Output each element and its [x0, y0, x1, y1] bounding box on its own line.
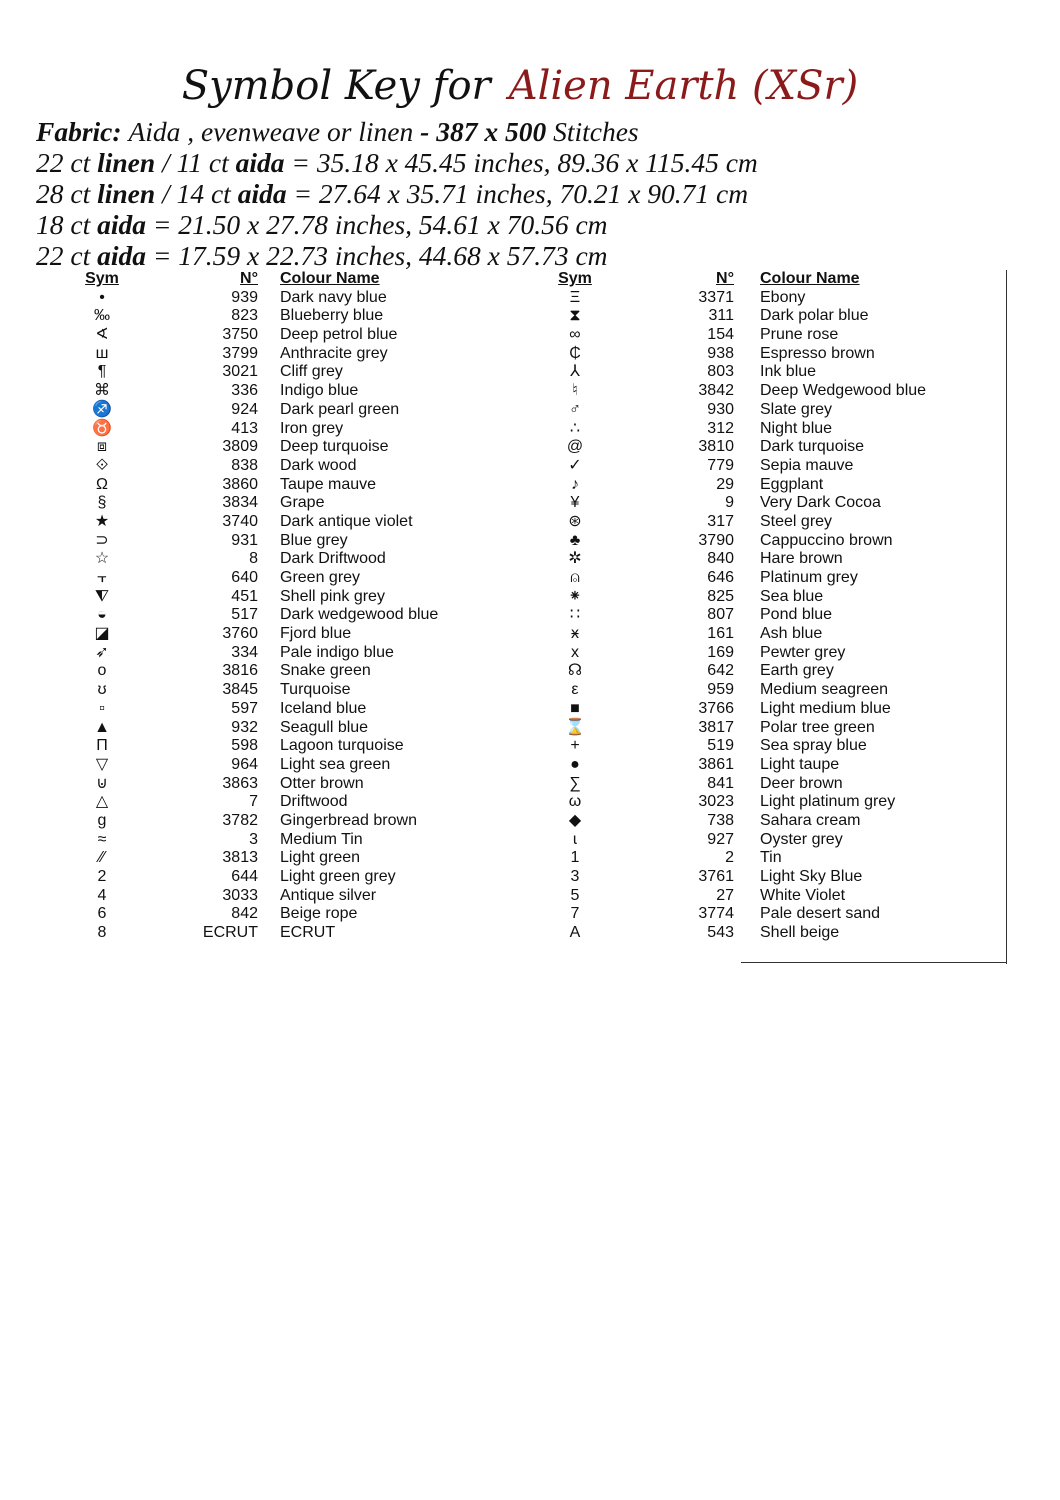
symbol: ✓	[568, 456, 582, 474]
colour-name: Light platinum grey	[760, 793, 896, 811]
fabric-text: / 11 ct	[155, 147, 236, 178]
symbol: ⟐	[95, 456, 109, 474]
symbol: ♪	[571, 475, 579, 493]
colour-name: Shell beige	[760, 924, 840, 942]
thread-number: 311	[708, 307, 734, 325]
thread-number: 3761	[698, 868, 734, 885]
thread-number: 3845	[222, 681, 258, 699]
fabric-line	[36, 147, 1036, 178]
fabric-text: Stitches	[546, 116, 639, 147]
thread-number: 640	[231, 569, 258, 586]
colour-name: Deer brown	[760, 774, 843, 792]
symbol: ▲	[94, 718, 110, 736]
thread-number: 3842	[698, 382, 734, 400]
thread-number: 3	[249, 830, 258, 848]
colour-name: Seagull blue	[280, 718, 369, 736]
colour-name: Steel grey	[760, 512, 833, 530]
fabric-text: aida	[97, 209, 146, 240]
colour-name: Grape	[280, 494, 325, 512]
symbol: ◆	[568, 811, 582, 829]
thread-number: ECRUT	[202, 924, 258, 942]
thread-number: 8	[249, 550, 258, 568]
symbol: ▽	[95, 755, 109, 773]
thread-number: 451	[231, 587, 258, 605]
thread-number: 3782	[222, 811, 258, 829]
thread-number: 336	[231, 382, 258, 400]
thread-number: 543	[707, 924, 734, 942]
thread-number: 644	[231, 868, 258, 885]
thread-number: 779	[707, 456, 734, 474]
symbol: ⌛	[565, 718, 585, 736]
symbol: ∢	[95, 326, 109, 344]
colour-name: Lagoon turquoise	[280, 737, 404, 755]
fabric-text: 28 ct	[36, 178, 98, 209]
colour-name: Blue grey	[280, 531, 348, 549]
colour-name: Pond blue	[760, 606, 833, 624]
thread-number: 3790	[698, 531, 734, 549]
header-num: N°	[240, 270, 258, 287]
symbol: 4	[97, 886, 107, 904]
thread-number: 3371	[698, 288, 734, 306]
header-name: Colour Name	[760, 270, 860, 287]
header-sym: Sym	[85, 270, 119, 287]
colour-name: Light taupe	[760, 755, 840, 773]
symbol: •	[99, 288, 105, 306]
symbol: 8	[97, 924, 107, 942]
colour-name: Sepia mauve	[760, 456, 854, 474]
colour-name: Dark navy blue	[280, 288, 387, 306]
fabric-text: aida	[97, 240, 146, 271]
colour-name: Otter brown	[280, 774, 364, 792]
thread-number: 938	[707, 344, 734, 362]
fabric-text: 18 ct	[36, 209, 98, 240]
symbol: ■	[570, 699, 580, 717]
colour-name: Dark antique violet	[280, 512, 413, 530]
thread-number: 597	[231, 699, 258, 717]
symbol: △	[95, 793, 109, 811]
thread-number: 7	[249, 793, 258, 811]
symbol: ∞	[569, 326, 581, 344]
thread-number: 3810	[698, 438, 734, 456]
colour-name: Snake green	[280, 662, 371, 680]
fabric-text: 22 ct	[36, 240, 98, 271]
symbol: ⁕	[568, 587, 582, 605]
symbol: ♉	[92, 419, 112, 437]
symbol: ⅄	[570, 363, 580, 381]
colour-name: Cliff grey	[280, 363, 343, 381]
thread-number: 154	[707, 326, 734, 344]
colour-name: Driftwood	[280, 793, 348, 811]
symbol: ⁄⁄	[99, 849, 105, 867]
colour-name: Gingerbread brown	[280, 811, 417, 829]
symbol: ⊃	[95, 531, 109, 549]
thread-number: 312	[707, 419, 734, 437]
symbol: +	[570, 737, 580, 755]
colour-name: Cappuccino brown	[760, 531, 893, 549]
symbol: ¥	[570, 494, 580, 512]
thread-number: 840	[707, 550, 734, 568]
colour-name: Pale desert sand	[760, 905, 881, 923]
thread-number: 807	[707, 606, 734, 624]
symbol: 7	[570, 905, 580, 923]
colour-name: Deep Wedgewood blue	[760, 382, 927, 400]
colour-name: Eggplant	[760, 475, 824, 493]
colour-name: Blueberry blue	[280, 307, 384, 325]
table-border-bottom	[741, 962, 1007, 963]
thread-number: 3750	[222, 326, 258, 344]
fabric-text: - 387 x 500	[420, 116, 547, 147]
colour-name: Medium seagreen	[760, 681, 889, 699]
fabric-line	[36, 116, 1036, 147]
thread-number: 924	[231, 400, 258, 418]
colour-name: Ink blue	[760, 363, 817, 381]
colour-name: Dark wedgewood blue	[280, 606, 439, 624]
symbol: ɩ	[573, 830, 577, 848]
fabric-text: aida	[237, 178, 287, 209]
symbol: ₵	[569, 344, 581, 362]
symbol: @	[566, 438, 584, 456]
colour-name: Polar tree green	[760, 718, 875, 736]
symbol: ⊛	[568, 512, 582, 530]
thread-number: 3816	[222, 662, 258, 680]
thread-number: 598	[231, 737, 258, 755]
thread-number: 2	[725, 849, 734, 867]
symbol: ⧨	[94, 587, 110, 605]
symbol: ★	[94, 512, 110, 530]
symbol: A	[569, 924, 581, 942]
symbol: ε	[571, 681, 579, 699]
colour-name: Beige rope	[280, 905, 358, 923]
symbol: ⌘	[94, 382, 110, 400]
symbol: ¶	[97, 363, 107, 381]
symbol: 5	[570, 886, 580, 904]
thread-number: 3021	[222, 363, 258, 381]
colour-name: Night blue	[760, 419, 833, 437]
thread-number: 931	[231, 531, 258, 549]
fabric-text: linen	[97, 147, 156, 178]
header-name: Colour Name	[280, 270, 380, 287]
colour-name: Shell pink grey	[280, 587, 385, 605]
fabric-text: aida	[235, 147, 285, 178]
fabric-line	[36, 240, 1036, 271]
thread-number: 27	[716, 886, 734, 904]
colour-name: Dark Driftwood	[280, 550, 386, 568]
thread-number: 3809	[222, 438, 258, 456]
thread-number: 413	[231, 419, 258, 437]
symbol: ◒	[97, 606, 107, 624]
thread-number: 29	[716, 475, 734, 493]
thread-number: 930	[707, 400, 734, 418]
fabric-text: 22 ct	[36, 147, 98, 178]
thread-number: 519	[707, 737, 734, 755]
colour-name: Light medium blue	[760, 699, 891, 717]
colour-name: Dark turquoise	[760, 438, 865, 456]
fabric-text: = 27.64 x 35.71 inches, 70.21 x 90.71 cm	[286, 178, 749, 209]
colour-name: Iceland blue	[280, 699, 367, 717]
thread-number: 3760	[222, 625, 258, 643]
fabric-text: = 35.18 x 45.45 inches, 89.36 x 115.45 cm	[284, 147, 758, 178]
colour-name: Ash blue	[760, 625, 823, 643]
symbol: ≈	[97, 830, 107, 848]
thread-number: 841	[707, 774, 734, 792]
colour-name: ECRUT	[280, 924, 336, 942]
symbol: Π	[96, 737, 108, 755]
symbol: ∴	[569, 419, 581, 437]
colour-name: Dark wood	[280, 456, 357, 474]
colour-name: Light sea green	[280, 755, 391, 773]
symbol: ➶	[95, 643, 109, 661]
symbol: ш	[95, 344, 109, 362]
symbol: ӿ	[571, 625, 579, 643]
colour-name: Indigo blue	[280, 382, 359, 400]
colour-name: Iron grey	[280, 419, 344, 437]
colour-name: Antique silver	[280, 886, 377, 904]
thread-number: 642	[707, 662, 734, 680]
thread-number: 3860	[222, 475, 258, 493]
colour-name: Medium Tin	[280, 830, 363, 848]
thread-number: 3766	[698, 699, 734, 717]
symbol: ♂	[569, 400, 581, 418]
page-title	[0, 58, 1040, 114]
thread-number: 838	[231, 456, 258, 474]
thread-number: 3861	[698, 755, 734, 773]
colour-name: Pale indigo blue	[280, 643, 394, 661]
symbol: ⍝	[570, 569, 580, 586]
symbol: ✲	[568, 550, 582, 568]
fabric-text: linen	[97, 178, 156, 209]
thread-number: 3774	[698, 905, 734, 923]
fabric-text: Aida , evenweave or linen	[128, 116, 421, 147]
symbol: g	[97, 811, 107, 829]
thread-number: 3817	[698, 718, 734, 736]
thread-number: 3033	[222, 886, 258, 904]
colour-name: Sahara cream	[760, 811, 861, 829]
colour-name: Sea spray blue	[760, 737, 867, 755]
thread-number: 927	[707, 830, 734, 848]
colour-name: Dark pearl green	[280, 400, 400, 418]
colour-name: Light Sky Blue	[760, 868, 863, 885]
symbol: ♐	[92, 400, 112, 418]
colour-name: Deep turquoise	[280, 438, 389, 456]
colour-name: Very Dark Cocoa	[760, 494, 881, 512]
colour-name: Taupe mauve	[280, 475, 377, 493]
thread-number: 317	[707, 512, 734, 530]
table-border-right	[1006, 270, 1007, 964]
colour-name: Sea blue	[760, 587, 824, 605]
fabric-text: / 14 ct	[155, 178, 238, 209]
fabric-text: = 21.50 x 27.78 inches, 54.61 x 70.56 cm	[146, 209, 608, 240]
thread-number: 842	[231, 905, 258, 923]
thread-number: 959	[707, 681, 734, 699]
symbol: ⧈	[96, 438, 108, 456]
symbol: ♣	[569, 531, 581, 549]
symbol: §	[97, 494, 107, 512]
colour-name: Oyster grey	[760, 830, 843, 848]
fabric-line	[36, 178, 1036, 209]
thread-number: 3863	[222, 774, 258, 792]
colour-name: Ebony	[760, 288, 806, 306]
colour-name: Prune rose	[760, 326, 839, 344]
colour-name: Tin	[760, 849, 782, 867]
colour-name: Turquoise	[280, 681, 351, 699]
thread-number: 3740	[222, 512, 258, 530]
thread-number: 823	[231, 307, 258, 325]
symbol: ◪	[94, 625, 110, 643]
colour-name: Dark polar blue	[760, 307, 869, 325]
fabric-text: Fabric:	[36, 116, 129, 147]
thread-number: 3799	[222, 344, 258, 362]
colour-name: Light green grey	[280, 868, 396, 885]
fabric-text: = 17.59 x 22.73 inches, 44.68 x 57.73 cm	[146, 240, 608, 271]
symbol: ʊ	[97, 681, 107, 699]
thread-number: 738	[707, 811, 734, 829]
symbol: o	[97, 662, 107, 680]
symbol: ∷	[569, 606, 581, 624]
header-sym: Sym	[558, 270, 592, 287]
thread-number: 932	[231, 718, 258, 736]
colour-name: Platinum grey	[760, 569, 858, 586]
colour-name: Deep petrol blue	[280, 326, 398, 344]
colour-name: Slate grey	[760, 400, 833, 418]
thread-number: 161	[707, 625, 734, 643]
fabric-line	[36, 209, 1036, 240]
symbol: 1	[570, 849, 580, 867]
colour-name: Anthracite grey	[280, 344, 388, 362]
thread-number: 3813	[222, 849, 258, 867]
thread-number: 964	[231, 755, 258, 773]
header-num: N°	[716, 270, 734, 287]
pattern-name: Alien Earth (XSr)	[508, 63, 859, 109]
symbol: ‰	[94, 307, 110, 325]
symbol: ⊍	[96, 774, 108, 792]
symbol: ⫟	[97, 569, 107, 586]
symbol: Ω	[96, 475, 108, 493]
colour-name: Green grey	[280, 569, 361, 586]
colour-name: Pewter grey	[760, 643, 846, 661]
symbol: ▫	[99, 699, 105, 717]
thread-number: 939	[231, 288, 258, 306]
colour-name: Espresso brown	[760, 344, 875, 362]
thread-number: 9	[725, 494, 734, 512]
thread-number: 334	[231, 643, 258, 661]
thread-number: 803	[707, 363, 734, 381]
symbol: ∑	[569, 774, 581, 792]
symbol: ☆	[94, 550, 110, 568]
thread-number: 517	[231, 606, 258, 624]
thread-number: 3023	[698, 793, 734, 811]
symbol: 2	[97, 868, 107, 885]
colour-name: Earth grey	[760, 662, 834, 680]
colour-name: Fjord blue	[280, 625, 352, 643]
symbol: ⧗	[569, 307, 581, 325]
symbol: ●	[570, 755, 580, 773]
thread-number: 3834	[222, 494, 258, 512]
colour-name: White Violet	[760, 886, 846, 904]
symbol: x	[571, 643, 579, 661]
thread-number: 825	[707, 587, 734, 605]
symbol: Ξ	[569, 288, 581, 306]
symbol: 3	[570, 868, 580, 885]
symbol: 6	[97, 905, 107, 923]
thread-number: 646	[707, 569, 734, 586]
thread-number: 169	[707, 643, 734, 661]
symbol: ☊	[567, 662, 583, 680]
title-prefix: Symbol Key for	[181, 63, 491, 109]
symbol: ω	[568, 793, 582, 811]
symbol: ♮	[572, 382, 578, 400]
colour-name: Hare brown	[760, 550, 843, 568]
fabric-info	[36, 116, 1036, 271]
colour-name: Light green	[280, 849, 361, 867]
